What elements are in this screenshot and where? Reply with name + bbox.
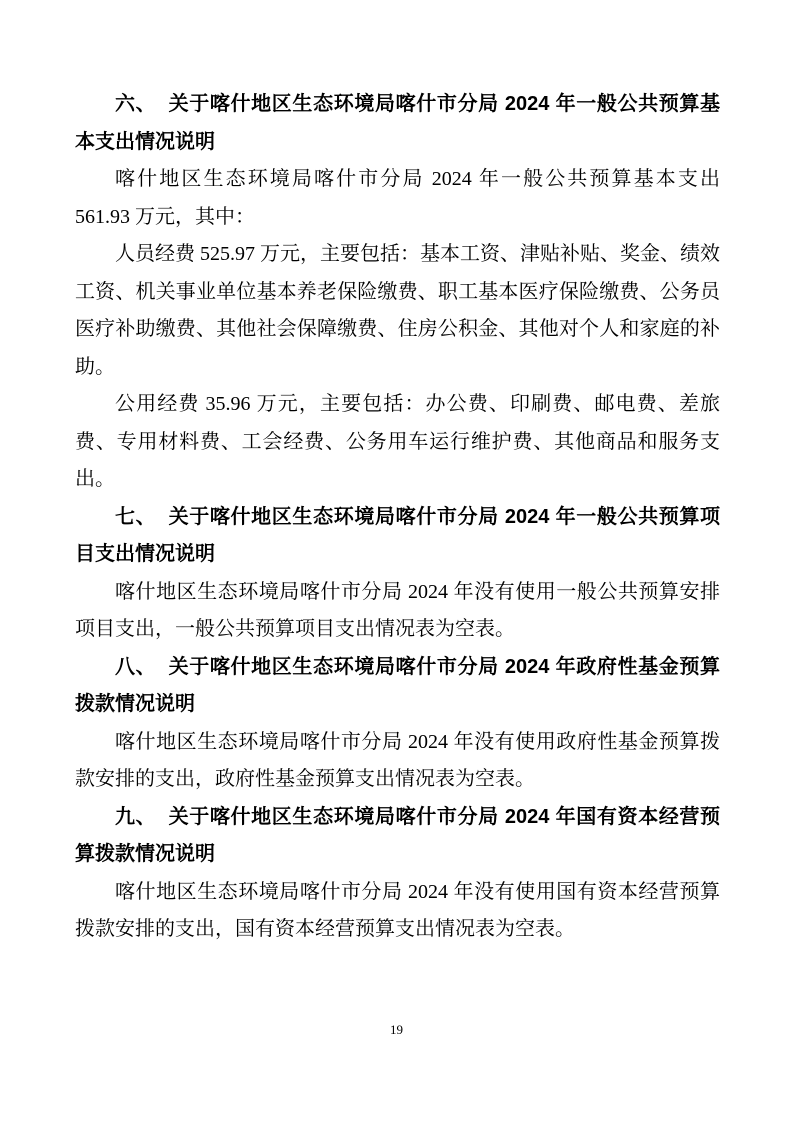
section-8-number: 八、 [115, 655, 157, 678]
section-8-heading-text: 关于喀什地区生态环境局喀什市分局 2024 年政府性基金预算拨款情况说明 [75, 655, 721, 715]
section-7 [75, 499, 720, 649]
section-9 [75, 799, 720, 949]
section-6-heading [75, 86, 720, 161]
page-number: 19 [390, 1022, 403, 1037]
paragraph: 喀什地区生态环境局喀什市分局 2024 年没有使用一般公共预算安排项目支出，一般公共预算项目支出情况表为空表。 [75, 580, 720, 640]
paragraph: 人员经费 525.97 万元，主要包括：基本工资、津贴补贴、奖金、绩效工资、机关事业单位基本养老保险缴费、职工基本医疗保险缴费、公务员医疗补助缴费、其他社会保障缴费、住房公积金、其他对个人和家庭的补助。 [75, 243, 720, 378]
section-8-heading [75, 649, 720, 724]
section-9-number: 九、 [115, 805, 157, 828]
section-9-heading [75, 799, 720, 874]
section-6 [75, 86, 720, 499]
section-6-heading-text: 关于喀什地区生态环境局喀什市分局 2024 年一般公共预算基本支出情况说明 [75, 93, 721, 153]
paragraph: 喀什地区生态环境局喀什市分局 2024 年一般公共预算基本支出 561.93 万元，其中： [75, 168, 720, 228]
section-7-heading [75, 499, 720, 574]
paragraph: 喀什地区生态环境局喀什市分局 2024 年没有使用国有资本经营预算拨款安排的支出，国有资本经营预算支出情况表为空表。 [75, 880, 720, 940]
paragraph: 喀什地区生态环境局喀什市分局 2024 年没有使用政府性基金预算拨款安排的支出，政府性基金预算支出情况表为空表。 [75, 730, 720, 790]
section-8 [75, 649, 720, 799]
section-7-heading-text: 关于喀什地区生态环境局喀什市分局 2024 年一般公共预算项目支出情况说明 [75, 505, 721, 565]
section-6-number: 六、 [115, 93, 157, 115]
section-7-number: 七、 [115, 505, 157, 528]
paragraph: 公用经费 35.96 万元，主要包括：办公费、印刷费、邮电费、差旅费、专用材料费、工会经费、公务用车运行维护费、其他商品和服务支出。 [75, 393, 720, 490]
document-body [75, 86, 720, 949]
section-9-heading-text: 关于喀什地区生态环境局喀什市分局 2024 年国有资本经营预算拨款情况说明 [75, 805, 721, 865]
